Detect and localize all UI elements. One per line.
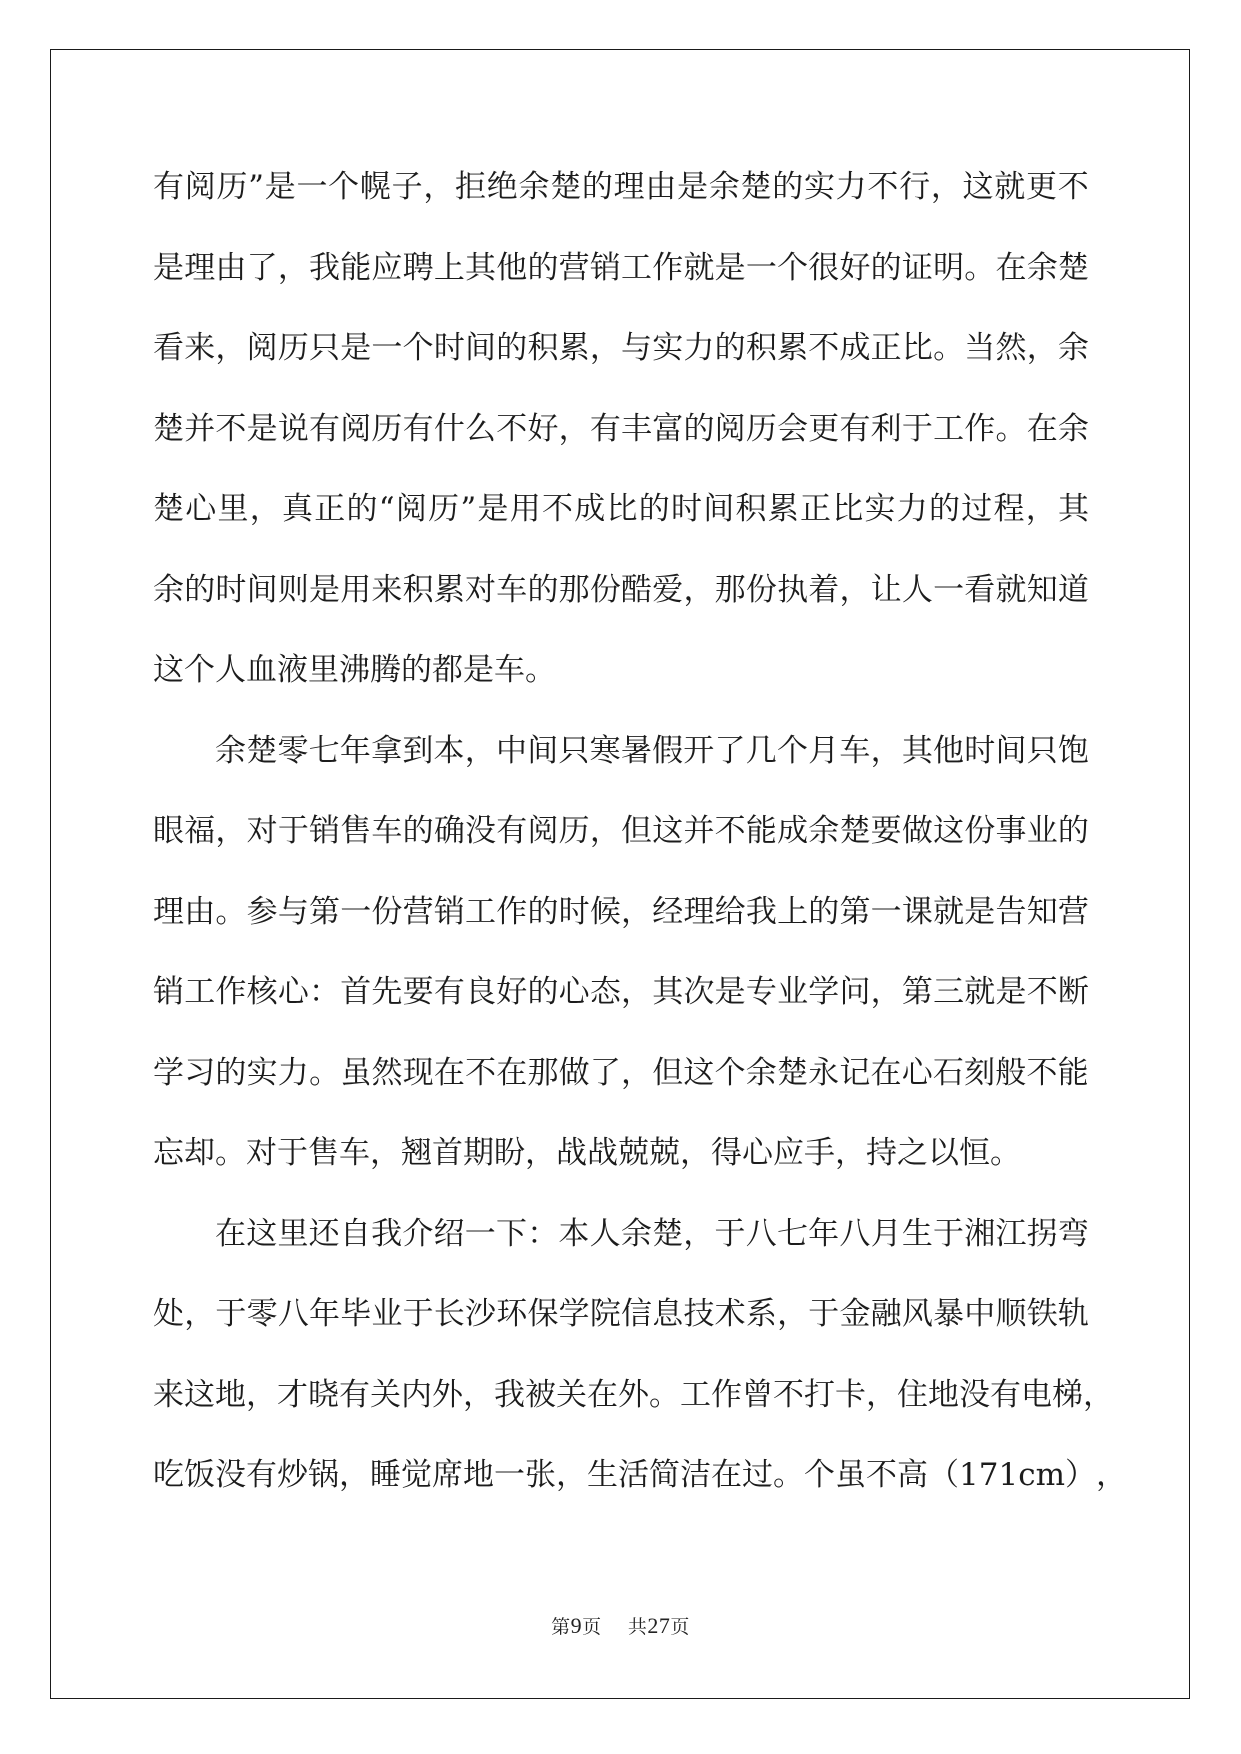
text-line: 楚 心 里 ， 真 正 的 “ 阅 历 ” 是 用 不 成 比 的 时 间 积 累 正 比 实 力 的 过 程 ， 其 (153, 491, 1089, 527)
footer-page-suffix: 页 (582, 1616, 602, 1638)
paragraph (153, 1210, 1127, 1532)
text-line: 这个人血液里沸腾的都是车。 (153, 652, 556, 688)
footer-prefix: 第 (551, 1616, 571, 1638)
text-line: 是 理 由 了 ， 我 能 应 聘 上 其 他 的 营 销 工 作 就 是 一 个 很 好 的 证 明 。 在 余 楚 (153, 249, 1089, 286)
text-line: 余 的 时 间 则 是 用 来 积 累 对 车 的 那 份 酷 爱 ， 那 份 执 着 ， 让 人 一 看 就 知 道 (153, 571, 1089, 608)
text-line: 理 由 。 参 与 第 一 份 营 销 工 作 的 时 候 ， 经 理 给 我 上 的 第 一 课 就 是 告 知 营 (153, 893, 1089, 930)
text-line: 处 ， 于 零 八 年 毕 业 于 长 沙 环 保 学 院 信 息 技 术 系 ， 于 金 融 风 暴 中 顺 铁 轨 (153, 1296, 1089, 1332)
text-line: 楚 并 不 是 说 有 阅 历 有 什 么 不 好 ， 有 丰 富 的 阅 历 会 更 有 利 于 工 作 。 在 余 (153, 410, 1089, 447)
footer-total-suffix: 页 (670, 1616, 690, 1638)
page-footer (0, 1612, 1241, 1639)
text-line: 来 这 地 ， 才 晓 有 关 内 外 ， 我 被 关 在 外 。 工 作 曾 不 打 卡 ， 住 地 没 有 电 梯 ， (153, 1376, 1114, 1413)
text-line: 忘却。对于售车，翘首期盼，战战兢兢，得心应手，持之以恒。 (153, 1135, 1021, 1171)
paragraph (153, 727, 1089, 1210)
text-line: 在 这 里 还 自 我 介 绍 一 下 ： 本 人 余 楚 ， 于 八 七 年 八 月 生 于 湘 江 拐 弯 (215, 1215, 1089, 1252)
document-body (153, 163, 1127, 1532)
text-line: 销 工 作 核 心 ： 首 先 要 有 良 好 的 心 态 ， 其 次 是 专 业 学 问 ， 第 三 就 是 不 断 (153, 974, 1089, 1010)
page-number: 9 (570, 1613, 583, 1638)
text-line: 学 习 的 实 力 。 虽 然 现 在 不 在 那 做 了 ， 但 这 个 余 楚 永 记 在 心 石 刻 般 不 能 (153, 1054, 1089, 1091)
text-line: 看 来 ， 阅 历 只 是 一 个 时 间 的 积 累 ， 与 实 力 的 积 累 不 成 正 比 。 当 然 ， 余 (153, 330, 1089, 366)
text-line: 吃 饭 没 有 炒 锅 ， 睡 觉 席 地 一 张 ， 生 活 简 洁 在 过 。 个 虽 不 高 （ 1 7 1 c m ） ， (153, 1457, 1127, 1493)
text-line: 眼 福 ， 对 于 销 售 车 的 确 没 有 阅 历 ， 但 这 并 不 能 成 余 楚 要 做 这 份 事 业 的 (153, 813, 1089, 849)
total-pages: 27 (647, 1613, 671, 1638)
text-line: 余 楚 零 七 年 拿 到 本 ， 中 间 只 寒 暑 假 开 了 几 个 月 车 ， 其 他 时 间 只 饱 (215, 732, 1089, 769)
text-line: 有 阅 历 ” 是 一 个 幌 子 ， 拒 绝 余 楚 的 理 由 是 余 楚 的 实 力 不 行 ， 这 就 更 不 (153, 169, 1089, 205)
paragraph (153, 163, 1089, 727)
footer-total-prefix: 共 (627, 1616, 648, 1638)
